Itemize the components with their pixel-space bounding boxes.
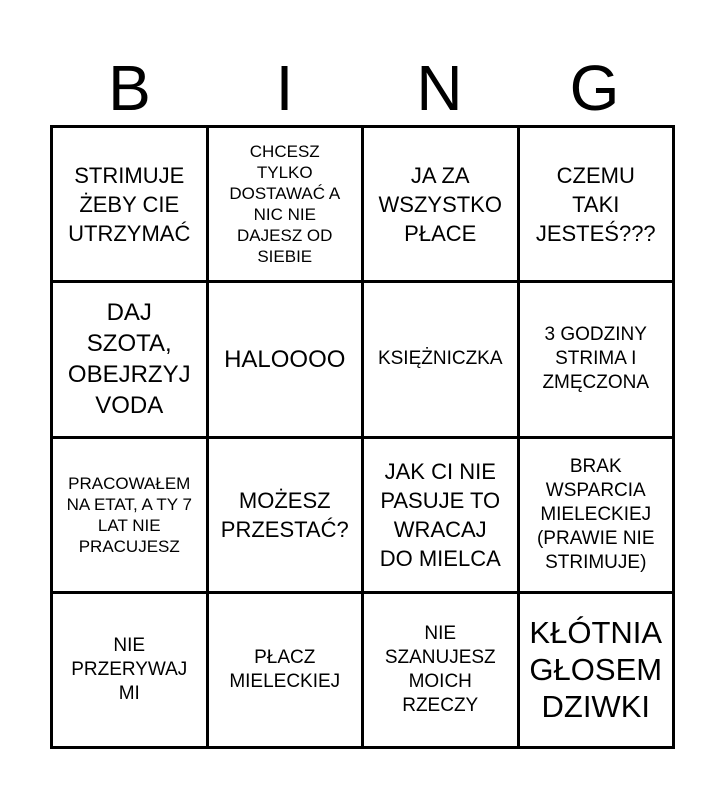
bingo-cell-text: PŁACZ MIELECKIEJ [229, 646, 341, 692]
bingo-board [50, 125, 675, 749]
bingo-cell-r3-c4[interactable] [520, 439, 673, 591]
bingo-cell-text: CHCESZ TYLKO DOSTAWAĆ A NIC NIE DAJESZ OD SIEBIE [229, 142, 341, 267]
bingo-cell-text: KŁÓTNIA GŁOSEM DZIWKI [529, 615, 663, 725]
bingo-cell-r3-c3[interactable] [364, 439, 517, 591]
bingo-cell-text: HALOOOO [224, 345, 346, 373]
bingo-cell-r4-c3[interactable] [364, 594, 517, 746]
header-letter-g: G [569, 52, 620, 124]
bingo-cell-text: STRIMUJE ŻEBY CIE UTRZYMAĆ [68, 162, 191, 246]
bingo-cell-r2-c3[interactable] [364, 283, 517, 435]
bingo-cell-text: JA ZA WSZYSTKO PŁACE [378, 162, 502, 246]
bingo-cell-r3-c1[interactable] [53, 439, 206, 591]
bingo-cell-r1-c4[interactable] [520, 128, 673, 280]
header-letter-i: I [275, 52, 294, 124]
bingo-cell-r4-c4[interactable] [520, 594, 673, 746]
header-letter-n: N [416, 52, 463, 124]
bingo-cell-text: JAK CI NIE PASUJE TO WRACAJ DO MIELCA [379, 458, 501, 571]
bingo-cell-r1-c1[interactable] [53, 128, 206, 280]
bingo-cell-r2-c2[interactable] [209, 283, 362, 435]
bingo-cell-text: MOŻESZ PRZESTAĆ? [220, 487, 349, 542]
bingo-cell-r4-c2[interactable] [209, 594, 362, 746]
bingo-cell-r2-c1[interactable] [53, 283, 206, 435]
bingo-cell-r3-c2[interactable] [209, 439, 362, 591]
bingo-cell-text: BRAK WSPARCIA MIELECKIEJ (PRAWIE NIE STRIMUJE) [536, 455, 655, 573]
header-letter-b: B [108, 52, 151, 124]
bingo-cell-text: PRACOWAŁEM NA ETAT, A TY 7 LAT NIE PRACUJESZ [66, 473, 192, 556]
bingo-cell-r1-c3[interactable] [364, 128, 517, 280]
bingo-cell-text: KSIĘŻNICZKA [377, 348, 503, 370]
bingo-cell-text: CZEMU TAKI JESTEŚ??? [535, 162, 656, 246]
bingo-cell-r1-c2[interactable] [209, 128, 362, 280]
bingo-cell-r2-c4[interactable] [520, 283, 673, 435]
bingo-cell-r4-c1[interactable] [53, 594, 206, 746]
bingo-cell-text: DAJ SZOTA, OBEJRZYJ VODA [67, 299, 191, 420]
bingo-cell-text: 3 GODZINY STRIMA I ZMĘCZONA [542, 324, 650, 394]
bingo-cell-text: NIE SZANUJESZ MOICH RZECZY [384, 622, 496, 716]
bingo-cell-text: NIE PRZERYWAJ MI [71, 634, 188, 704]
bingo-header [52, 52, 672, 124]
